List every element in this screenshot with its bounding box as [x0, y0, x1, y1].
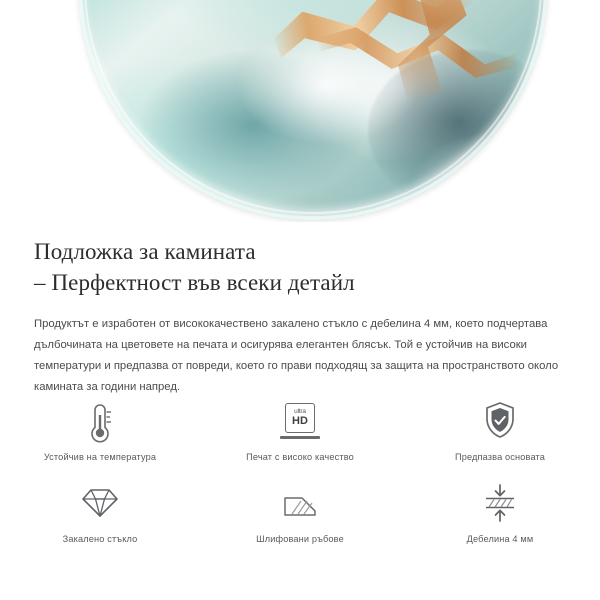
feature-item-thickness — [400, 480, 600, 544]
feature-item-protection — [400, 398, 600, 462]
thickness-arrows-icon — [480, 480, 520, 526]
ultra-hd-print-icon — [280, 398, 320, 444]
diamond-icon — [80, 480, 120, 526]
feature-label: Устойчив на температура — [43, 452, 157, 462]
shield-check-icon — [482, 398, 518, 444]
print-base-bar — [280, 436, 320, 439]
glass-plate-graphic — [78, 0, 548, 220]
feature-label: Закалено стъкло — [62, 534, 138, 544]
thermometer-icon — [83, 398, 117, 444]
body-paragraph: Продуктът е изработен от висококачествено закалено стъкло с дебелина 4 мм, което подчертава дълбочината на цветовете на печата и осигурява елегантен блясък. Той е устойчив на високи температури и предпазва от повреди, което го прави подходящ за защита на пространството около камината за години напред. — [34, 318, 559, 393]
marble-pattern — [78, 0, 548, 220]
polished-edges-icon — [281, 480, 319, 526]
page-title — [34, 236, 566, 298]
feature-label: Дебелина 4 мм — [466, 534, 534, 544]
headline-line-1: Подложка за камината — [34, 239, 256, 264]
feature-label: Шлифовани ръбове — [256, 534, 344, 544]
ultra-hd-top-label: ultra — [294, 407, 306, 415]
hero-product-image — [0, 0, 600, 222]
feature-item-print-quality — [200, 398, 400, 462]
feature-item-temperature — [0, 398, 200, 462]
feature-label: Печат с високо качество — [246, 452, 354, 462]
feature-label: Предпазва основата — [454, 452, 546, 462]
feature-item-tempered-glass — [0, 480, 200, 544]
feature-grid — [0, 398, 600, 544]
ultra-hd-bottom-label: HD — [292, 415, 308, 428]
description-content — [0, 222, 600, 398]
feature-item-polished-edges — [200, 480, 400, 544]
headline-line-2: – Перфектност във всеки детайл — [34, 270, 355, 295]
ultra-hd-badge — [285, 403, 315, 433]
